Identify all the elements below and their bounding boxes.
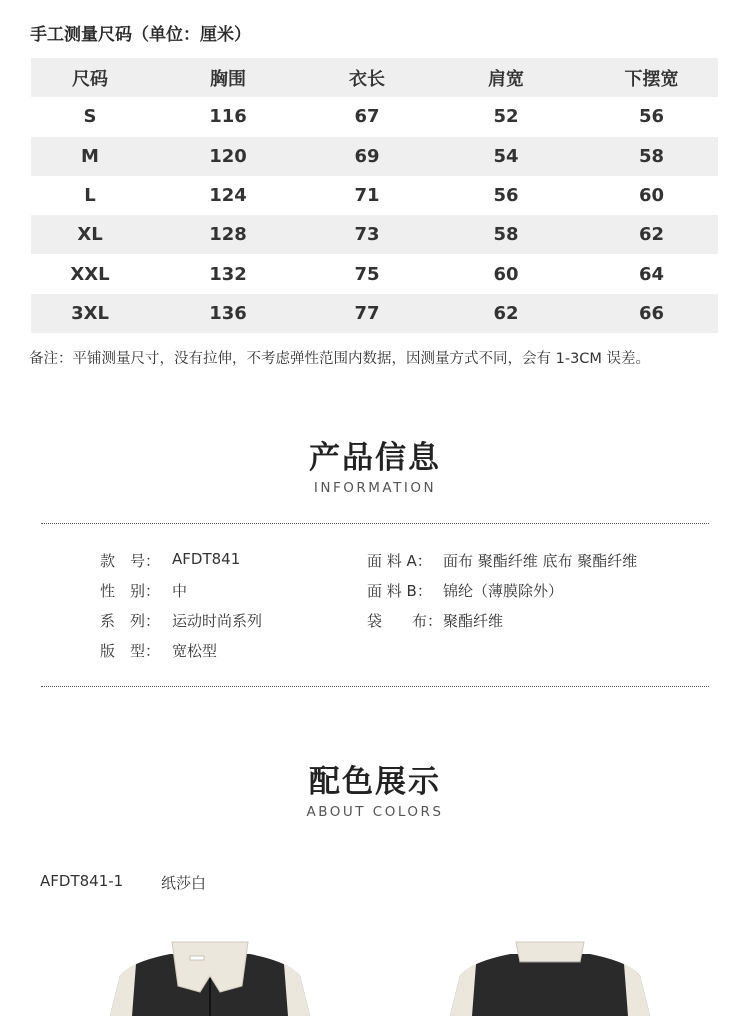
- table-cell: XXL: [70, 263, 110, 285]
- table-cell: 67: [354, 106, 380, 128]
- header-cell: 肩宽: [488, 68, 524, 90]
- jacket-front-image: [100, 936, 320, 1016]
- table-cell: 62: [493, 302, 519, 324]
- product-info-title: 产品信息: [309, 440, 441, 476]
- table-cell: 56: [493, 185, 519, 207]
- table-cell: 120: [209, 145, 247, 167]
- table-row: [31, 137, 718, 176]
- product-info-subtitle: INFORMATION: [313, 480, 437, 496]
- info-item-fit: [100, 640, 217, 661]
- info-label: 款 号：: [100, 552, 161, 570]
- table-cell: 60: [493, 263, 519, 285]
- table-cell: 58: [493, 224, 519, 246]
- header-cell: 衣长: [349, 68, 385, 90]
- divider: [41, 523, 709, 524]
- table-cell: 69: [354, 145, 380, 167]
- info-label: 面 料 B：: [367, 582, 432, 600]
- size-note: 备注：平铺测量尺寸，没有拉伸，不考虑弹性范围内数据，因测量方式不同，会有 1-3CM 误差。: [29, 351, 651, 367]
- info-label: 系 列：: [100, 612, 161, 630]
- table-cell: 132: [209, 263, 247, 285]
- info-value: 聚酯纤维: [443, 612, 504, 630]
- table-cell: XL: [77, 224, 103, 246]
- divider: [41, 686, 709, 687]
- size-chart-title: 手工测量尺码（单位：厘米）: [30, 25, 251, 45]
- table-row: [31, 254, 718, 293]
- info-item-fabric-a: [367, 550, 637, 571]
- table-cell: M: [81, 145, 99, 167]
- info-value: 面布 聚酯纤维 底布 聚酯纤维: [443, 552, 638, 570]
- info-item-gender: [100, 580, 187, 601]
- table-cell: 3XL: [71, 302, 109, 324]
- color-code: AFDT841-1: [40, 872, 124, 890]
- info-value: AFDT841: [172, 550, 241, 568]
- table-cell: 58: [638, 145, 665, 167]
- table-header-row: [31, 58, 718, 97]
- table-row: [31, 294, 718, 333]
- table-cell: 136: [209, 302, 247, 324]
- table-cell: 52: [493, 106, 519, 128]
- info-item-pocket: [367, 610, 503, 631]
- table-cell: S: [83, 106, 97, 128]
- info-label: 面 料 A：: [367, 552, 432, 570]
- table-cell: 56: [638, 106, 665, 128]
- colors-subtitle: ABOUT COLORS: [306, 804, 444, 820]
- header-cell: 下摆宽: [624, 68, 679, 90]
- color-name: 纸莎白: [161, 874, 207, 892]
- table-cell: 66: [638, 302, 665, 324]
- table-row: [31, 97, 718, 136]
- info-value: 锦纶（薄膜除外）: [443, 582, 564, 600]
- table-row: [31, 215, 718, 254]
- size-table: [31, 58, 718, 333]
- info-value: 宽松型: [172, 642, 218, 660]
- table-cell: 75: [354, 263, 380, 285]
- table-cell: 128: [209, 224, 247, 246]
- info-label: 版 型：: [100, 642, 161, 660]
- table-cell: 60: [638, 185, 665, 207]
- info-item-style-no: [100, 550, 240, 571]
- info-label: 性 别：: [100, 582, 161, 600]
- table-cell: 77: [354, 302, 380, 324]
- jacket-back-image: [440, 936, 660, 1016]
- colors-title: 配色展示: [309, 764, 441, 800]
- table-cell: 62: [638, 224, 665, 246]
- header-cell: 尺码: [72, 68, 108, 90]
- info-item-fabric-b: [367, 580, 563, 601]
- info-label: 袋 布：: [367, 612, 443, 630]
- table-cell: 54: [493, 145, 519, 167]
- table-row: [31, 176, 718, 215]
- info-value: 中: [172, 582, 188, 600]
- table-cell: 64: [638, 263, 665, 285]
- table-cell: 71: [354, 185, 380, 207]
- info-value: 运动时尚系列: [172, 612, 263, 630]
- info-item-series: [100, 610, 262, 631]
- table-cell: 73: [354, 224, 380, 246]
- table-cell: 116: [209, 106, 247, 128]
- table-cell: 124: [209, 185, 247, 207]
- header-cell: 胸围: [210, 68, 246, 90]
- table-cell: L: [84, 185, 96, 207]
